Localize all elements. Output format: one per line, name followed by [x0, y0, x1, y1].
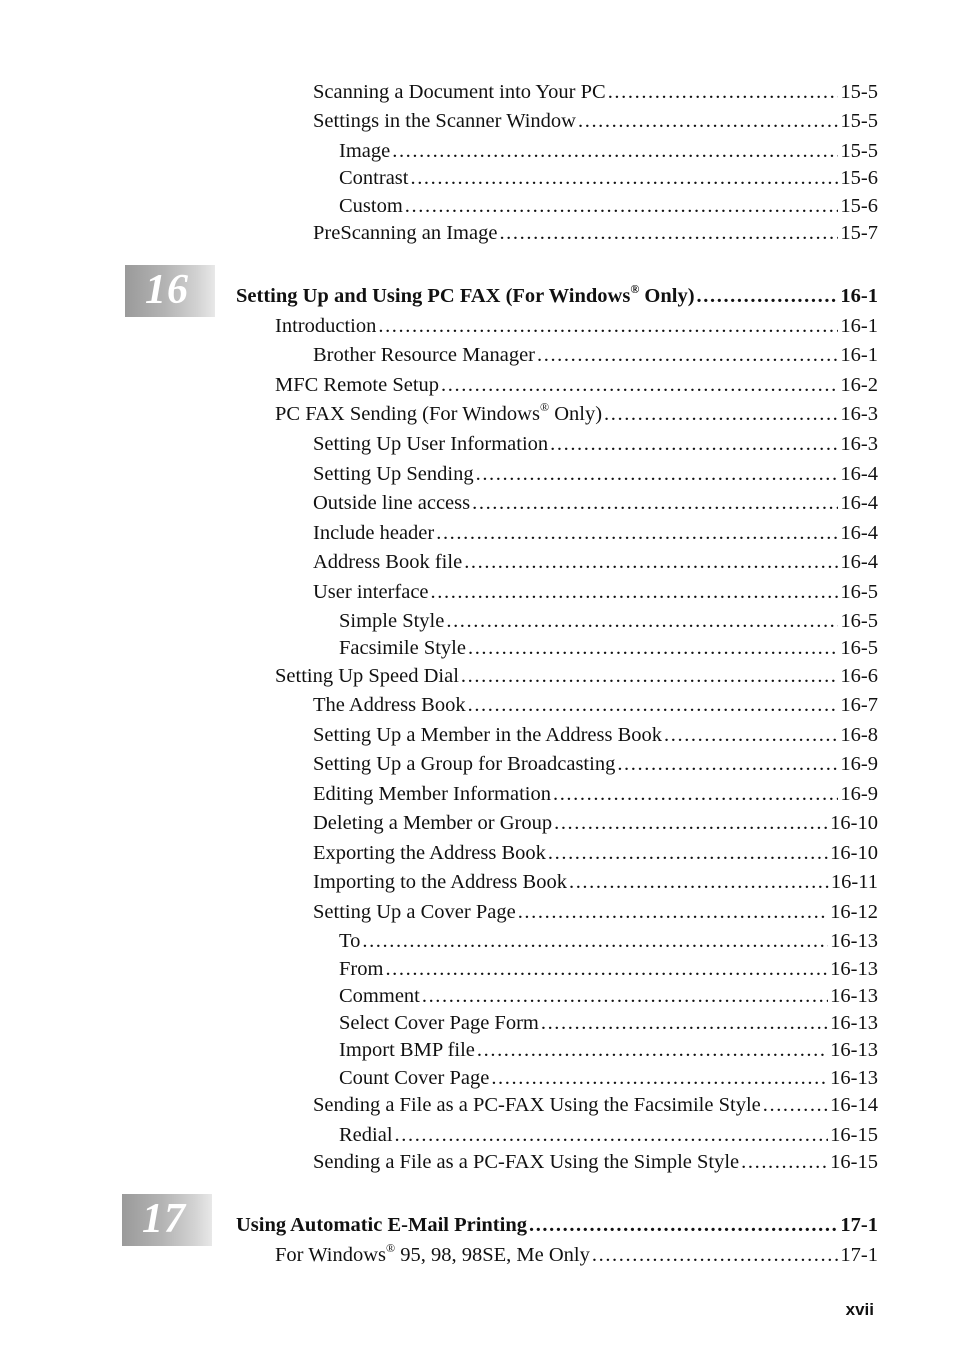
toc-entry-setting-up-member[interactable]: Setting Up a Member in the Address Book ..... 16-8	[313, 725, 878, 746]
toc-entry-setting-up-cover-page[interactable]: Setting Up a Cover Page ..... 16-12	[313, 902, 878, 923]
chapter-17-tab	[122, 1194, 212, 1246]
toc-entry-prescanning[interactable]: PreScanning an Image ..... 15-7	[313, 223, 878, 244]
toc-entry-deleting-member-or-group[interactable]: Deleting a Member or Group ..... 16-10	[313, 813, 878, 834]
toc-entry-brother-resource-manager[interactable]: Brother Resource Manager ..... 16-1	[313, 345, 878, 366]
chapter-17-number: 17	[142, 1196, 186, 1242]
toc-entry-to[interactable]: To ..... 16-13	[339, 931, 878, 952]
chapter-16-tab	[125, 265, 215, 317]
toc-entry-setting-up-sending[interactable]: Setting Up Sending ..... 16-4	[313, 464, 878, 485]
toc-entry-custom[interactable]: Custom ..... 15-6	[339, 196, 878, 217]
toc-entry-introduction[interactable]: Introduction ..... 16-1	[275, 316, 878, 337]
chapter-16-number: 16	[145, 267, 189, 313]
toc-entry-for-windows-95-98[interactable]: For Windows® 95, 98, 98SE, Me Only ..... 17-1	[275, 1245, 878, 1266]
toc-entry-editing-member-information[interactable]: Editing Member Information ..... 16-9	[313, 784, 878, 805]
toc-entry-select-cover-page-form[interactable]: Select Cover Page Form ..... 16-13	[339, 1013, 878, 1034]
toc-entry-setting-up-user-information[interactable]: Setting Up User Information ..... 16-3	[313, 434, 878, 455]
toc-entry-importing-address-book[interactable]: Importing to the Address Book ..... 16-11	[313, 872, 878, 893]
registered-mark: ®	[386, 1241, 396, 1255]
toc-entry-comment[interactable]: Comment ..... 16-13	[339, 986, 878, 1007]
toc-entry-sending-simple-style[interactable]: Sending a File as a PC-FAX Using the Simple Style ..... 16-15	[313, 1152, 878, 1173]
toc-entry-setting-up-group[interactable]: Setting Up a Group for Broadcasting ..... 16-9	[313, 754, 878, 775]
toc-entry-scanning-document[interactable]: Scanning a Document into Your PC ..... 15-5	[313, 82, 878, 103]
toc-entry-simple-style[interactable]: Simple Style ..... 16-5	[339, 611, 878, 632]
toc-entry-from[interactable]: From ..... 16-13	[339, 959, 878, 980]
toc-entry-address-book-file[interactable]: Address Book file ..... 16-4	[313, 552, 878, 573]
toc-entry-the-address-book[interactable]: The Address Book ..... 16-7	[313, 695, 878, 716]
toc-entry-exporting-address-book[interactable]: Exporting the Address Book ..... 16-10	[313, 843, 878, 864]
toc-entry-image[interactable]: Image ..... 15-5	[339, 141, 878, 162]
toc-entry-include-header[interactable]: Include header ..... 16-4	[313, 523, 878, 544]
toc-entry-count-cover-page[interactable]: Count Cover Page ..... 16-13	[339, 1068, 878, 1089]
toc-chapter-17-heading[interactable]: Using Automatic E-Mail Printing ..... 17-1	[236, 1215, 878, 1236]
toc-entry-setting-up-speed-dial[interactable]: Setting Up Speed Dial ..... 16-6	[275, 666, 878, 687]
toc-entry-facsimile-style[interactable]: Facsimile Style ..... 16-5	[339, 638, 878, 659]
toc-entry-import-bmp-file[interactable]: Import BMP file ..... 16-13	[339, 1040, 878, 1061]
toc-entry-redial[interactable]: Redial ..... 16-15	[339, 1125, 878, 1146]
toc-entry-settings-scanner-window[interactable]: Settings in the Scanner Window ..... 15-5	[313, 111, 878, 132]
registered-mark: ®	[539, 400, 550, 414]
toc-entry-pc-fax-sending[interactable]: PC FAX Sending (For Windows® Only) ..... 16-3	[275, 404, 878, 425]
toc-entry-sending-facsimile-style[interactable]: Sending a File as a PC-FAX Using the Facsimile Style ..... 16-14	[313, 1095, 878, 1116]
toc-entry-mfc-remote-setup[interactable]: MFC Remote Setup ..... 16-2	[275, 375, 878, 396]
toc-entry-user-interface[interactable]: User interface ..... 16-5	[313, 582, 878, 603]
toc-entry-outside-line-access[interactable]: Outside line access ..... 16-4	[313, 493, 878, 514]
page-number: xvii	[845, 1300, 874, 1319]
toc-chapter-16-heading[interactable]: Setting Up and Using PC FAX (For Windows® Only) ..... 16-1	[236, 286, 878, 307]
toc-entry-contrast[interactable]: Contrast ..... 15-6	[339, 168, 878, 189]
registered-mark: ®	[630, 282, 640, 296]
